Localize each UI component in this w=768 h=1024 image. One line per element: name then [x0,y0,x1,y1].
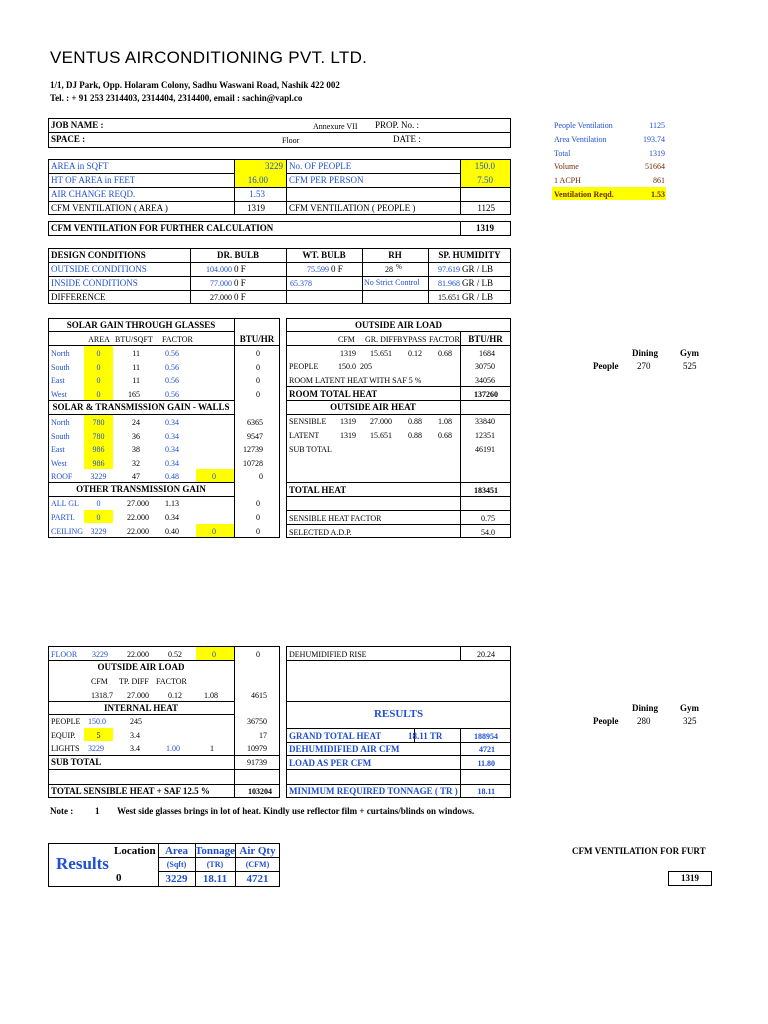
table-cell: North [51,349,70,358]
table-cell: 0.56 [165,349,179,358]
table-cell: 0.34 [165,458,179,468]
table-cell: 0.56 [165,389,179,399]
table-cell: 0 [96,499,101,508]
results-heading: Results [56,854,109,873]
table-cell: ROOF [51,472,73,481]
table-cell: 0 [212,472,216,481]
table-cell: 0.34 [165,431,179,441]
table-cell: 0 [96,376,101,385]
table-cell: 6365 [247,418,263,427]
table-cell: 0 [259,472,263,481]
table-cell: 32 [132,458,140,468]
table-cell: 36 [132,431,140,441]
table-cell: 780 [92,431,105,441]
annexure-label: Annexure VII [313,122,358,131]
table-cell: 0 [256,362,260,372]
table-cell: 11 [132,362,140,372]
space-label: SPACE : [51,134,86,144]
table-cell: 0.34 [165,418,179,427]
table-cell: 0 [256,527,260,536]
table-cell: 0 [256,513,260,522]
table-cell: 0 [96,349,101,358]
company-name: VENTUS AIRCONDITIONING PVT. LTD. [50,48,368,67]
job-box [48,118,511,148]
table-cell: 11 [132,349,140,358]
table-cell: West [51,458,67,468]
table-cell: East [51,376,65,385]
table-cell: 0 [256,389,260,399]
table-cell: 22.000 [127,513,149,522]
table-cell: 27.000 [127,499,149,508]
table-cell: 0 [212,527,216,536]
company-contact: Tel. : + 91 253 2314403, 2314404, 2314400, email : sachin@vapl.co [50,93,303,103]
table-cell: 1.13 [165,499,179,508]
table-cell: ALL GL [51,499,79,508]
table-cell: 47 [132,472,140,481]
table-cell: South [51,431,70,441]
table-cell: 0.40 [165,527,179,536]
table-cell: 11 [132,376,140,385]
table-cell: 9547 [247,431,263,441]
table-cell: 22.000 [127,527,149,536]
table-cell: West [51,389,67,399]
table-cell: 780 [92,418,105,427]
table-cell: CEILING [51,527,83,536]
table-cell: 0.48 [165,472,179,481]
table-cell: 0 [96,513,101,522]
table-cell: 0 [256,376,260,385]
table-cell: 165 [128,389,140,399]
table-cell: 0.34 [165,445,179,454]
table-cell: 0.56 [165,362,179,372]
table-cell: 3229 [90,472,107,481]
table-cell: 986 [92,445,105,454]
location-label: Location [114,845,156,857]
table-cell: East [51,445,65,454]
location-value: 0 [116,872,122,884]
floor-label: Floor [282,136,300,145]
table-cell: 12739 [243,445,263,454]
table-cell: North [51,418,70,427]
company-address: 1/1, DJ Park, Opp. Holaram Colony, Sadhu Waswani Road, Nashik 422 002 [50,80,340,90]
table-cell: 986 [92,458,105,468]
date-label: DATE : [393,134,421,144]
table-cell: 24 [132,418,140,427]
prop-label: PROP. No. : [375,120,420,130]
table-cell: 0 [96,362,101,372]
table-cell: 0 [256,499,260,508]
table-cell: 38 [132,445,140,454]
table-cell: PARTI. [51,513,75,522]
table-cell: 0 [256,349,260,358]
job-name-label: JOB NAME : [51,120,104,130]
table-cell: 0.56 [165,376,179,385]
table-cell: South [51,362,70,372]
table-cell: 10728 [243,458,263,468]
table-cell: 3229 [90,527,107,536]
table-cell: 0 [96,389,101,399]
table-cell: 0.34 [165,513,179,522]
